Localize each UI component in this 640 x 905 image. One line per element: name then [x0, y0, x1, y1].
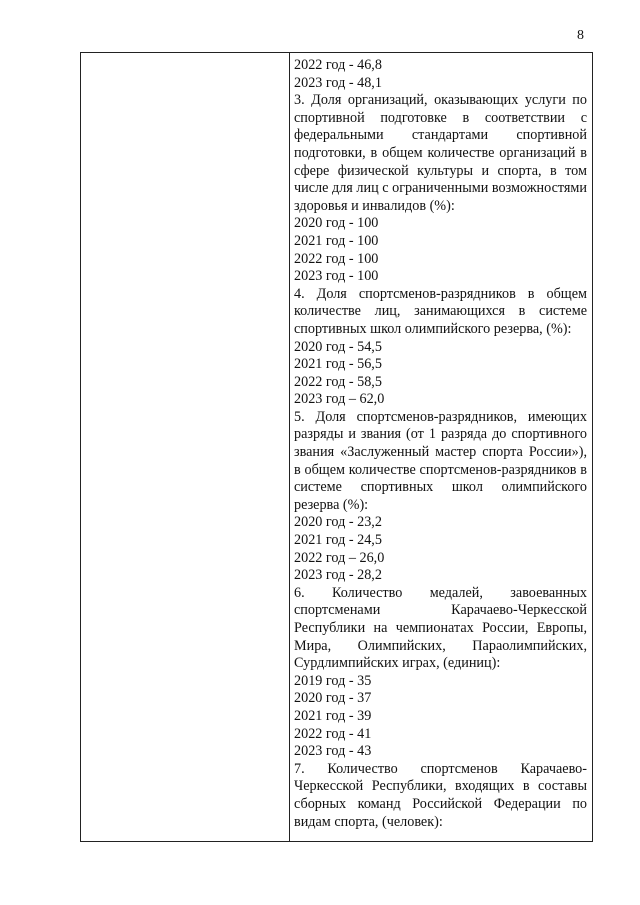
indicator-year-value: 2022 год – 26,0 — [294, 549, 385, 566]
indicator-year-value: 2022 год - 100 — [294, 250, 379, 267]
right-cell-indicators — [290, 53, 593, 842]
table-row — [81, 53, 593, 842]
indicator-year-value: 2020 год - 37 — [294, 690, 372, 707]
indicator-year-value: 2023 год – 62,0 — [294, 391, 385, 408]
indicator-year-value: 2020 год - 100 — [294, 215, 379, 232]
indicator-year-value: 2021 год - 56,5 — [294, 356, 382, 373]
indicator-year-value: 2021 год - 100 — [294, 232, 379, 249]
indicator-year-value: 2023 год - 100 — [294, 268, 379, 285]
indicator-heading: 5. Доля спортсменов-разрядников, имеющих разряды и звания (от 1 разряда до спортивного звания «Заслуженный мастер спорта России»), в общем количестве спортсменов-разрядников в системе спортивных школ олимпийского резерва (%): — [294, 408, 587, 513]
indicator-year-value: 2022 год - 58,5 — [294, 373, 382, 390]
indicator-heading: 4. Доля спортсменов-разрядников в общем количестве лиц, занимающихся в системе спортивных школ олимпийского резерва, (%): — [294, 285, 587, 337]
indicator-year-value: 2023 год - 28,2 — [294, 567, 382, 584]
indicator-year-value: 2020 год - 23,2 — [294, 514, 382, 531]
indicator-year-value: 2023 год - 48,1 — [294, 74, 382, 91]
indicator-year-value: 2021 год - 39 — [294, 707, 372, 724]
indicator-year-value: 2021 год - 24,5 — [294, 532, 382, 549]
indicator-heading: 3. Доля организаций, оказывающих услуги по спортивной подготовке в соответствии с федеральными стандартами спортивной подготовки, в общем количестве организаций в сфере физической культуры и спорта, в том числе для лиц с ограниченными возможностями здоровья и инвалидов (%): — [294, 92, 587, 214]
indicator-year-value: 2020 год - 54,5 — [294, 338, 382, 355]
indicator-heading: 6. Количество медалей, завоеванных спортсменами Карачаево-Черкесской Республики на чемпионатах России, Европы, Мира, Олимпийских, Параолимпийских, Сурдлимпийских играх, (единиц): — [294, 584, 587, 672]
indicator-year-value: 2023 год - 43 — [294, 743, 372, 760]
indicators-text — [290, 53, 592, 831]
left-cell-empty — [81, 53, 290, 842]
indicator-heading: 7. Количество спортсменов Карачаево-Черкесской Республики, входящих в составы сборных команд Российской Федерации по видам спорта, (человек): — [294, 760, 587, 830]
indicator-year-value: 2019 год - 35 — [294, 672, 372, 689]
indicator-year-value: 2022 год - 41 — [294, 725, 372, 742]
page-number: 8 — [577, 28, 584, 43]
indicators-table — [80, 52, 593, 842]
indicator-year-value: 2022 год - 46,8 — [294, 57, 382, 73]
